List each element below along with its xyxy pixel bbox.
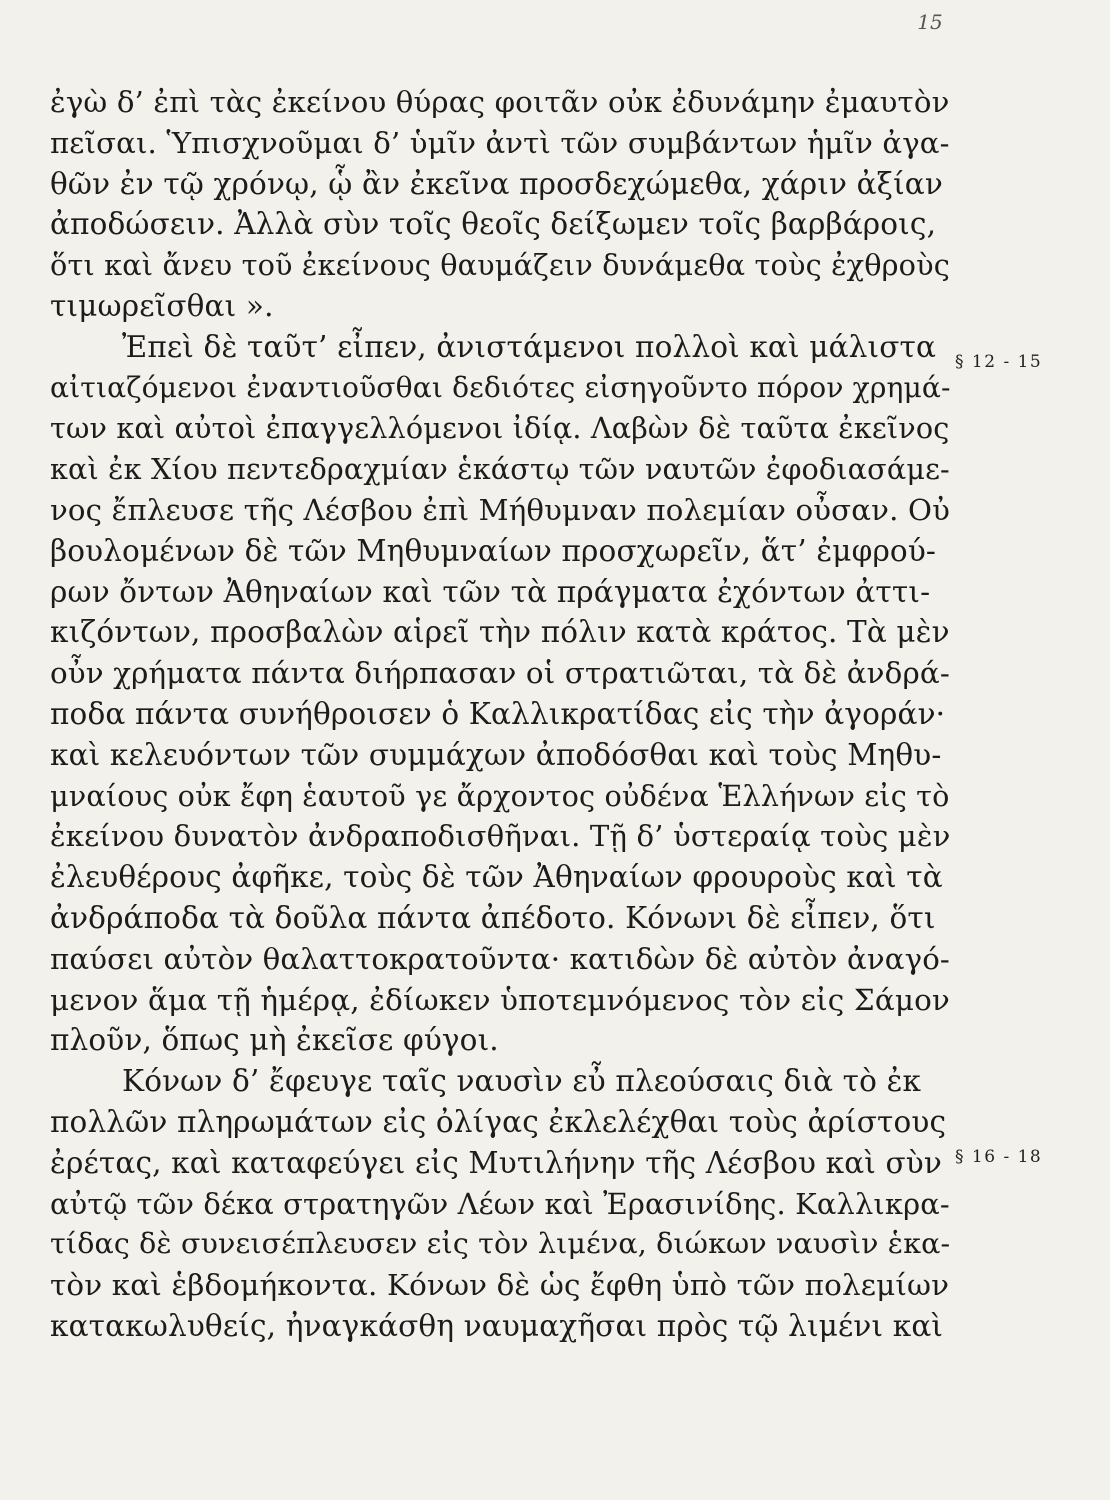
text-line: ὅτι καὶ ἄνευ τοῦ ἐκείνους θαυμάζειν δυνάμεθα τοὺς ἐχθροὺς: [50, 248, 950, 283]
text-line: νος ἔπλευσε τῆς Λέσβου ἐπὶ Μήθυμναν πολεμίαν οὖσαν. Οὐ: [50, 492, 950, 527]
text-line: τίδας δὲ συνεισέπλευσεν εἰς τὸν λιμένα, διώκων ναυσὶν ἑκα-: [50, 1227, 951, 1261]
page-number: 15: [917, 10, 943, 34]
text-line: θῶν ἐν τῷ χρόνῳ, ᾧ ἂν ἐκεῖνα προσδεχώμεθα, χάριν ἀξίαν: [50, 166, 943, 201]
text-line: των καὶ αὐτοὶ ἐπαγγελλόμενοι ἰδίᾳ. Λαβὼν δὲ ταῦτα ἐκεῖνος: [50, 411, 950, 446]
margin-note-section-16-18: § 16 - 18: [955, 1147, 1043, 1167]
text-line: βουλομένων δὲ τῶν Μηθυμναίων προσχωρεῖν, ἅτ’ ἐμφρού-: [50, 533, 937, 568]
greek-text-body: [50, 82, 950, 1347]
text-line: ποδα πάντα συνήθροισεν ὁ Καλλικρατίδας εἰς τὴν ἀγοράν·: [50, 696, 946, 731]
text-line: κατακωλυθείς, ἠναγκάσθη ναυμαχῆσαι πρὸς τῷ λιμένι καὶ: [50, 1308, 944, 1343]
text-line: ρων ὄντων Ἀθηναίων καὶ τῶν τὰ πράγματα ἐχόντων ἀττι-: [50, 574, 931, 609]
text-line: ἐρέτας, καὶ καταφεύγει εἰς Μυτιλήνην τῆς Λέσβου καὶ σὺν: [50, 1145, 942, 1180]
text-line: ἐκείνου δυνατὸν ἀνδραποδισθῆναι. Τῇ δ’ ὑστεραίᾳ τοὺς μὲν: [50, 819, 951, 854]
text-line: ἐγὼ δ’ ἐπὶ τὰς ἐκείνου θύρας φοιτᾶν οὐκ ἐδυνάμην ἐμαυτὸν: [50, 85, 950, 119]
text-line: καὶ ἐκ Χίου πεντεδραχμίαν ἑκάστῳ τῶν ναυτῶν ἐφοδιασάμε-: [50, 452, 950, 487]
text-line: μναίους οὐκ ἔφη ἑαυτοῦ γε ἄρχοντος οὐδένα Ἑλλήνων εἰς τὸ: [50, 778, 950, 813]
text-line: οὖν χρήματα πάντα διήρπασαν οἱ στρατιῶται, τὰ δὲ ἀνδρά-: [50, 656, 950, 691]
text-line: καὶ κελευόντων τῶν συμμάχων ἀποδόσθαι καὶ τοὺς Μηθυ-: [50, 737, 942, 772]
text-line: τιμωρεῖσθαι ».: [50, 288, 274, 323]
text-line: παύσει αὐτὸν θαλαττοκρατοῦντα· κατιδὼν δὲ αὐτὸν ἀναγό-: [50, 941, 950, 976]
text-line: τὸν καὶ ἑβδομήκοντα. Κόνων δὲ ὡς ἔφθη ὑπὸ τῶν πολεμίων: [50, 1268, 950, 1303]
text-line: μενον ἅμα τῇ ἡμέρᾳ, ἐδίωκεν ὑποτεμνόμενος τὸν εἰς Σάμον: [50, 982, 950, 1017]
text-line: ἀποδώσειν. Ἀλλὰ σὺν τοῖς θεοῖς δείξωμεν τοῖς βαρβάροις,: [50, 207, 937, 242]
text-line: πεῖσαι. Ὑπισχνοῦμαι δ’ ὑμῖν ἀντὶ τῶν συμβάντων ἡμῖν ἀγα-: [50, 125, 950, 160]
text-line: αὐτῷ τῶν δέκα στρατηγῶν Λέων καὶ Ἐρασινίδης. Καλλικρα-: [50, 1186, 950, 1221]
text-line: ἀνδράποδα τὰ δοῦλα πάντα ἀπέδοτο. Κόνωνι δὲ εἶπεν, ὅτι: [50, 900, 936, 935]
text-line: πολλῶν πληρωμάτων εἰς ὀλίγας ἐκλελέχθαι τοὺς ἀρίστους: [50, 1104, 947, 1139]
text-line: πλοῦν, ὅπως μὴ ἐκεῖσε φύγοι.: [50, 1023, 499, 1058]
margin-note-section-12-15: § 12 - 15: [955, 352, 1043, 372]
text-line: ἐλευθέρους ἀφῆκε, τοὺς δὲ τῶν Ἀθηναίων φρουροὺς καὶ τὰ: [50, 860, 943, 895]
text-line: Ἐπεὶ δὲ ταῦτ’ εἶπεν, ἀνιστάμενοι πολλοὶ καὶ μάλιστα: [122, 329, 937, 364]
text-line: αἰτιαζόμενοι ἐναντιοῦσθαι δεδιότες εἰσηγοῦντο πόρον χρημά-: [50, 370, 951, 404]
text-line: κιζόντων, προσβαλὼν αἱρεῖ τὴν πόλιν κατὰ κράτος. Τὰ μὲν: [50, 615, 950, 650]
text-line: Κόνων δ’ ἔφευγε ταῖς ναυσὶν εὖ πλεούσαις διὰ τὸ ἐκ: [122, 1064, 922, 1099]
